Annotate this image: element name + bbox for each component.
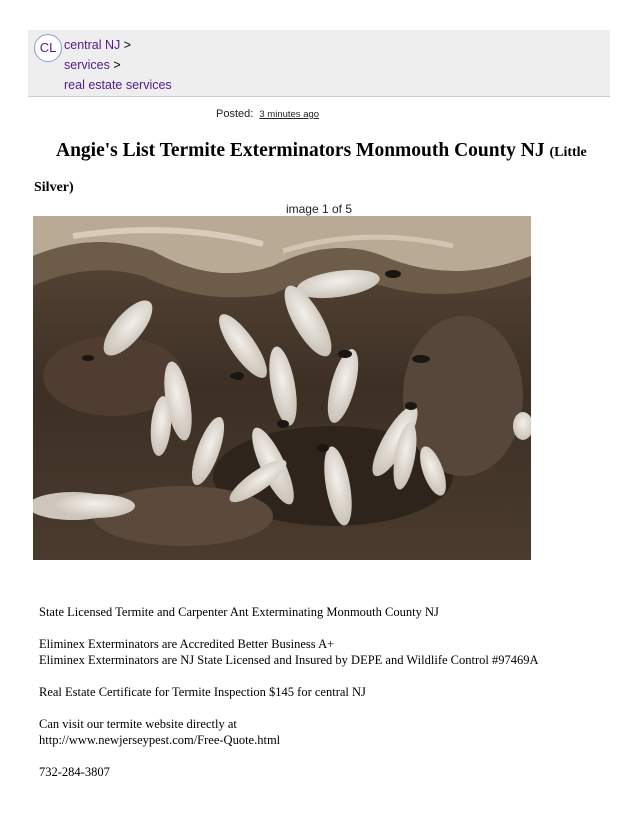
image-counter: image 1 of 5: [285, 202, 353, 216]
breadcrumb-bar: [28, 30, 610, 97]
posted-time: 3 minutes ago: [259, 109, 320, 120]
breadcrumb-separator: >: [113, 58, 121, 72]
body-paragraph: [39, 636, 609, 668]
body-paragraph: [39, 604, 609, 620]
posted-label: Posted:: [216, 108, 254, 120]
breadcrumb-item-central-nj: [64, 38, 131, 52]
body-line: Can visit our termite website directly at: [39, 717, 237, 731]
body-paragraph: [39, 684, 609, 700]
website-link[interactable]: http://www.newjerseypest.com/Free-Quote.html: [39, 733, 281, 747]
craigslist-logo[interactable]: CL: [34, 34, 62, 62]
breadcrumb-item-real-estate-services: [64, 78, 172, 92]
body-paragraph: [39, 764, 609, 780]
posting-body: [39, 604, 609, 796]
body-line: State Licensed Termite and Carpenter Ant Exterminating Monmouth County NJ: [39, 605, 439, 619]
breadcrumb-link-central-nj[interactable]: central NJ: [64, 38, 121, 52]
posting-location: (Little Silver): [34, 145, 587, 195]
body-line: Eliminex Exterminators are NJ State Licensed and Insured by DEPE and Wildlife Control #97469A: [39, 653, 539, 667]
breadcrumb-item-services: [64, 58, 121, 72]
breadcrumb-separator: >: [123, 38, 132, 52]
body-paragraph: [39, 716, 609, 748]
posting-title: [34, 134, 594, 204]
breadcrumb-link-services[interactable]: services: [64, 58, 110, 72]
posting-title-text: Angie's List Termite Exterminators Monmouth County NJ: [56, 140, 545, 161]
body-line: Real Estate Certificate for Termite Inspection $145 for central NJ: [39, 685, 366, 699]
breadcrumb-link-real-estate-services[interactable]: real estate services: [64, 78, 172, 92]
phone-number[interactable]: 732-284-3807: [39, 765, 110, 779]
body-line: Eliminex Exterminators are Accredited Better Business A+: [39, 637, 335, 651]
posted-info: [216, 108, 319, 120]
termite-photo[interactable]: [33, 216, 531, 560]
